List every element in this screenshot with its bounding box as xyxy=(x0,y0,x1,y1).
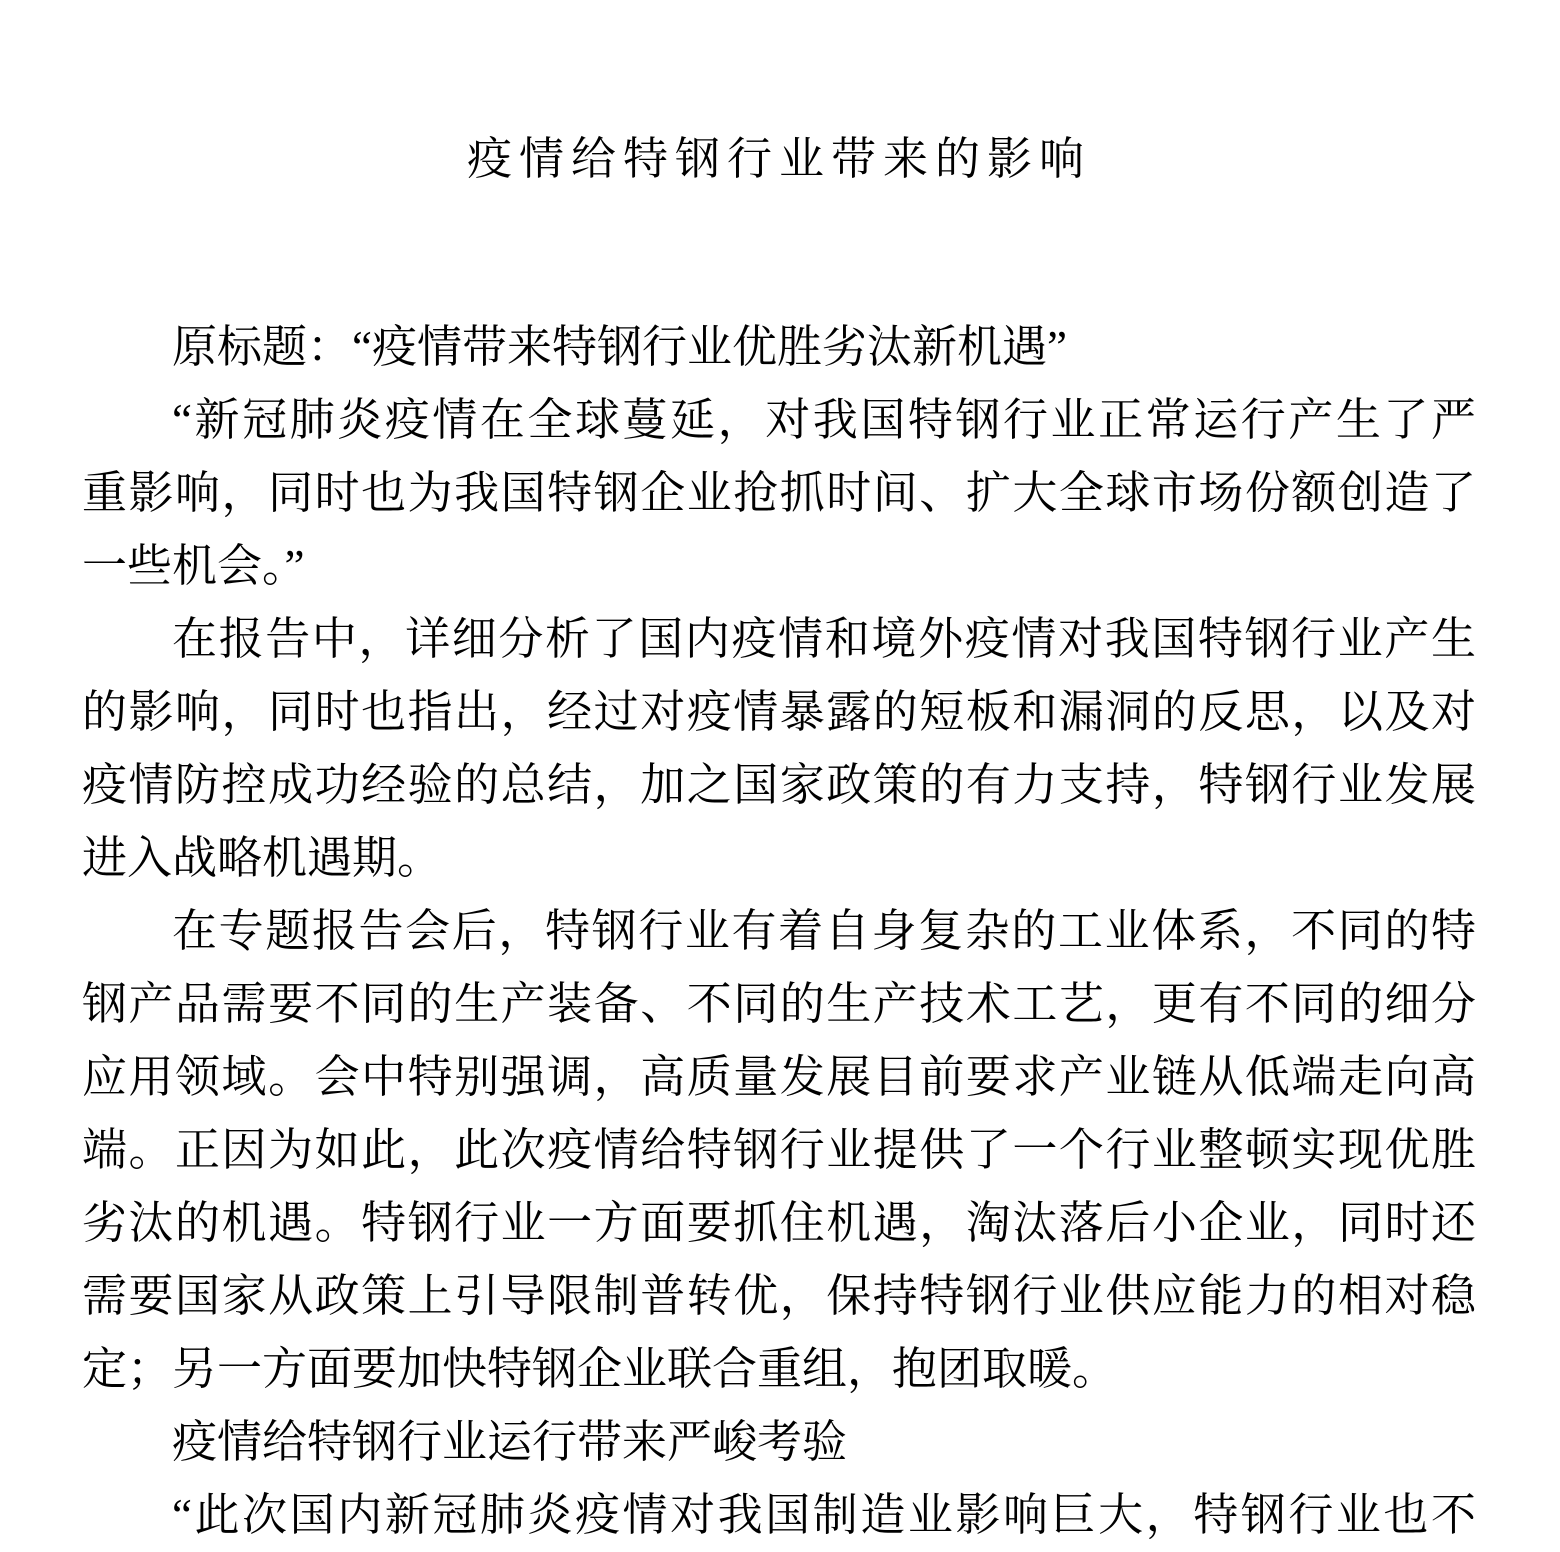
para-report-analysis xyxy=(82,603,1476,895)
text-line: 劣汰的机遇。特钢行业一方面要抓住机遇，淘汰落后小企业，同时还 xyxy=(82,1198,1476,1248)
para-impact-quote xyxy=(82,1479,1476,1552)
text-line: 需要国家从政策上引导限制普转优，保持特钢行业供应能力的相对稳 xyxy=(82,1271,1476,1321)
text-line: 进入战略机遇期。 xyxy=(82,833,443,883)
para-section-heading xyxy=(82,1406,1476,1479)
text-line: 的影响，同时也指出，经过对疫情暴露的短板和漏洞的反思，以及对 xyxy=(82,687,1476,737)
document-body xyxy=(82,311,1476,1552)
text-line: 钢产品需要不同的生产装备、不同的生产技术工艺，更有不同的细分 xyxy=(82,979,1476,1029)
text-line: 端。正因为如此，此次疫情给特钢行业提供了一个行业整顿实现优胜 xyxy=(82,1125,1476,1175)
para-original-title xyxy=(82,311,1476,384)
text-line: “新冠肺炎疫情在全球蔓延，对我国特钢行业正常运行产生了严 xyxy=(172,395,1476,445)
text-line: 疫情防控成功经验的总结，加之国家政策的有力支持，特钢行业发展 xyxy=(82,760,1476,810)
text-line: 原标题：“疫情带来特钢行业优胜劣汰新机遇” xyxy=(172,322,1067,372)
document-title: 疫情给特钢行业带来的影响 xyxy=(466,134,1091,184)
text-line: 疫情给特钢行业运行带来严峻考验 xyxy=(172,1417,848,1467)
text-line: 一些机会。” xyxy=(82,541,305,591)
text-line: 在报告中，详细分析了国内疫情和境外疫情对我国特钢行业产生 xyxy=(172,614,1476,664)
para-industry-system xyxy=(82,895,1476,1406)
text-line: 重影响，同时也为我国特钢企业抢抓时间、扩大全球市场份额创造了 xyxy=(82,468,1476,518)
text-line: 定；另一方面要加快特钢企业联合重组，抱团取暖。 xyxy=(82,1344,1118,1394)
para-quote-summary xyxy=(82,384,1476,603)
text-line: 应用领域。会中特别强调，高质量发展目前要求产业链从低端走向高 xyxy=(82,1052,1476,1102)
text-line: “此次国内新冠肺炎疫情对我国制造业影响巨大，特钢行业也不 xyxy=(172,1490,1476,1540)
text-line: 在专题报告会后，特钢行业有着自身复杂的工业体系，不同的特 xyxy=(172,906,1476,956)
